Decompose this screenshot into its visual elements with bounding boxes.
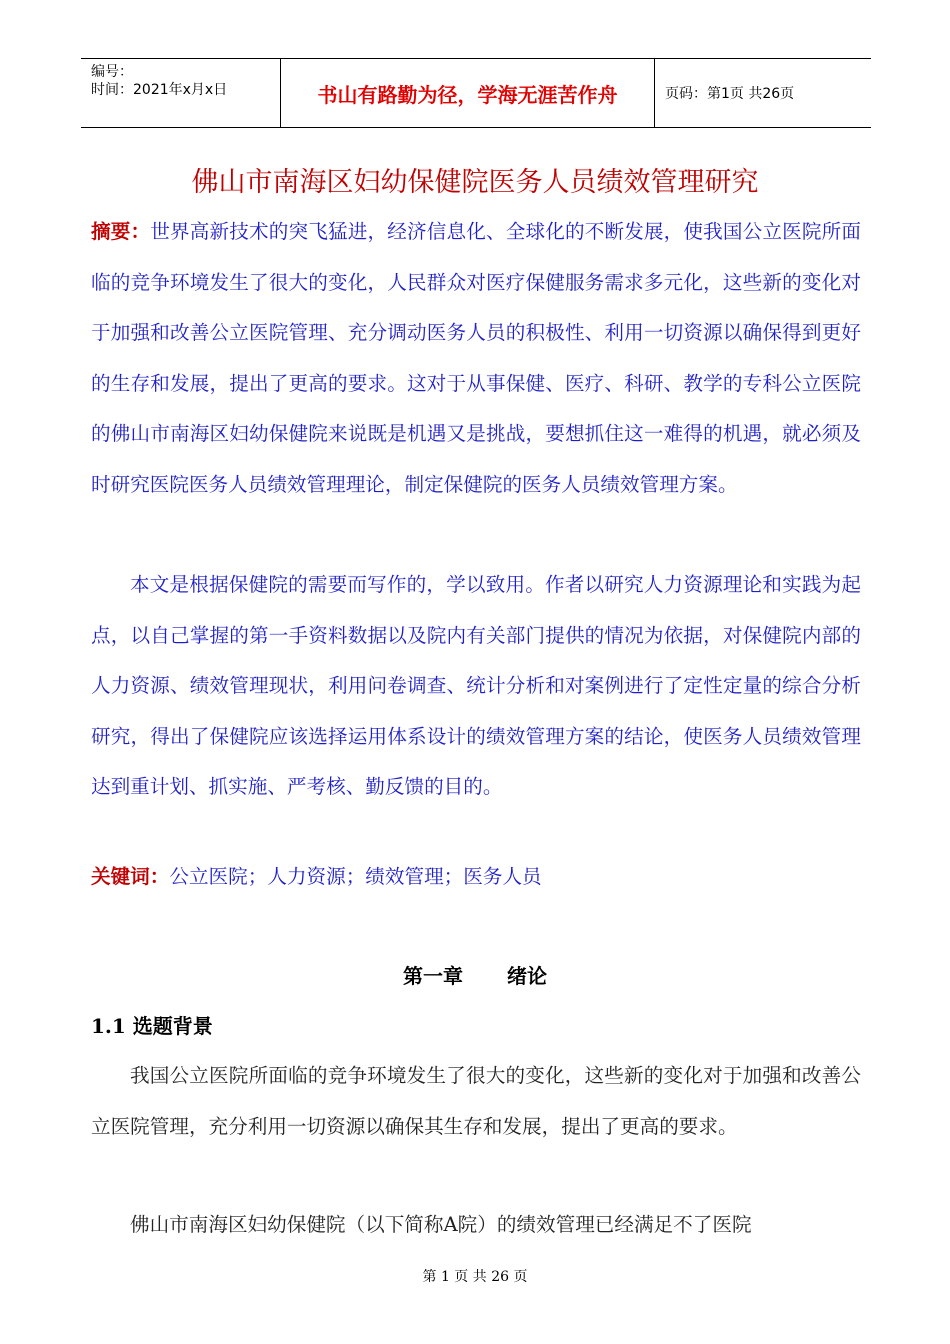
- abstract-paragraph-1: [91, 207, 861, 510]
- abstract-paragraph-2: 本文是根据保健院的需要而写作的，学以致用。作者以研究人力资源理论和实践为起点，以自己掌握的第一手资料数据以及院内有关部门提供的情况为依据，对保健院内部的人力资源、绩效管理现状，利用问卷调查、统计分析和对案例进行了定性定量的综合分析研究，得出了保健院应该选择运用体系设计的绩效管理方案的结论，使医务人员绩效管理达到重计划、抓实施、严考核、勤反馈的目的。: [91, 573, 861, 798]
- document-title: 佛山市南海区妇幼保健院医务人员绩效管理研究: [191, 167, 759, 198]
- header-page-info: 页码：第1页 共26页: [665, 86, 795, 102]
- chapter-title: 绪论: [507, 964, 547, 988]
- body-paragraph-2: 佛山市南海区妇幼保健院（以下简称A院）的绩效管理已经满足不了医院: [130, 1213, 752, 1236]
- document-time: 时间：2021年x月x日: [91, 82, 228, 98]
- header-motto: 书山有路勤为径，学海无涯苦作舟: [281, 59, 655, 127]
- section-heading: 1.1 选题背景: [91, 1014, 213, 1038]
- header-table: [81, 58, 871, 128]
- keywords-label: 关键词：: [91, 865, 170, 888]
- document-number-label: 编号：: [91, 64, 133, 80]
- abstract-text-1: 世界高新技术的突飞猛进，经济信息化、全球化的不断发展，使我国公立医院所面临的竞争环境发生了很大的变化，人民群众对医疗保健服务需求多元化，这些新的变化对于加强和改善公立医院管理、充分调动医务人员的积极性、利用一切资源以确保得到更好的生存和发展，提出了更高的要求。这对于从事保健、医疗、科研、教学的专科公立医院的佛山市南海区妇幼保健院来说既是机遇又是挑战，要想抓住这一难得的机遇，就必须及时研究医院医务人员绩效管理理论，制定保健院的医务人员绩效管理方案。: [91, 220, 862, 496]
- keywords-text: 公立医院；人力资源；绩效管理；医务人员: [169, 865, 542, 888]
- page-footer: 第 1 页 共 26 页: [422, 1269, 528, 1285]
- header-meta-cell: [81, 59, 281, 127]
- chapter-number: 第一章: [403, 964, 463, 988]
- body-paragraph-1: 我国公立医院所面临的竞争环境发生了很大的变化，这些新的变化对于加强和改善公立医院管理，充分利用一切资源以确保其生存和发展，提出了更高的要求。: [91, 1064, 861, 1138]
- chapter-heading: [0, 960, 950, 989]
- keywords-line: [91, 852, 861, 903]
- abstract-label: 摘要：: [91, 220, 151, 243]
